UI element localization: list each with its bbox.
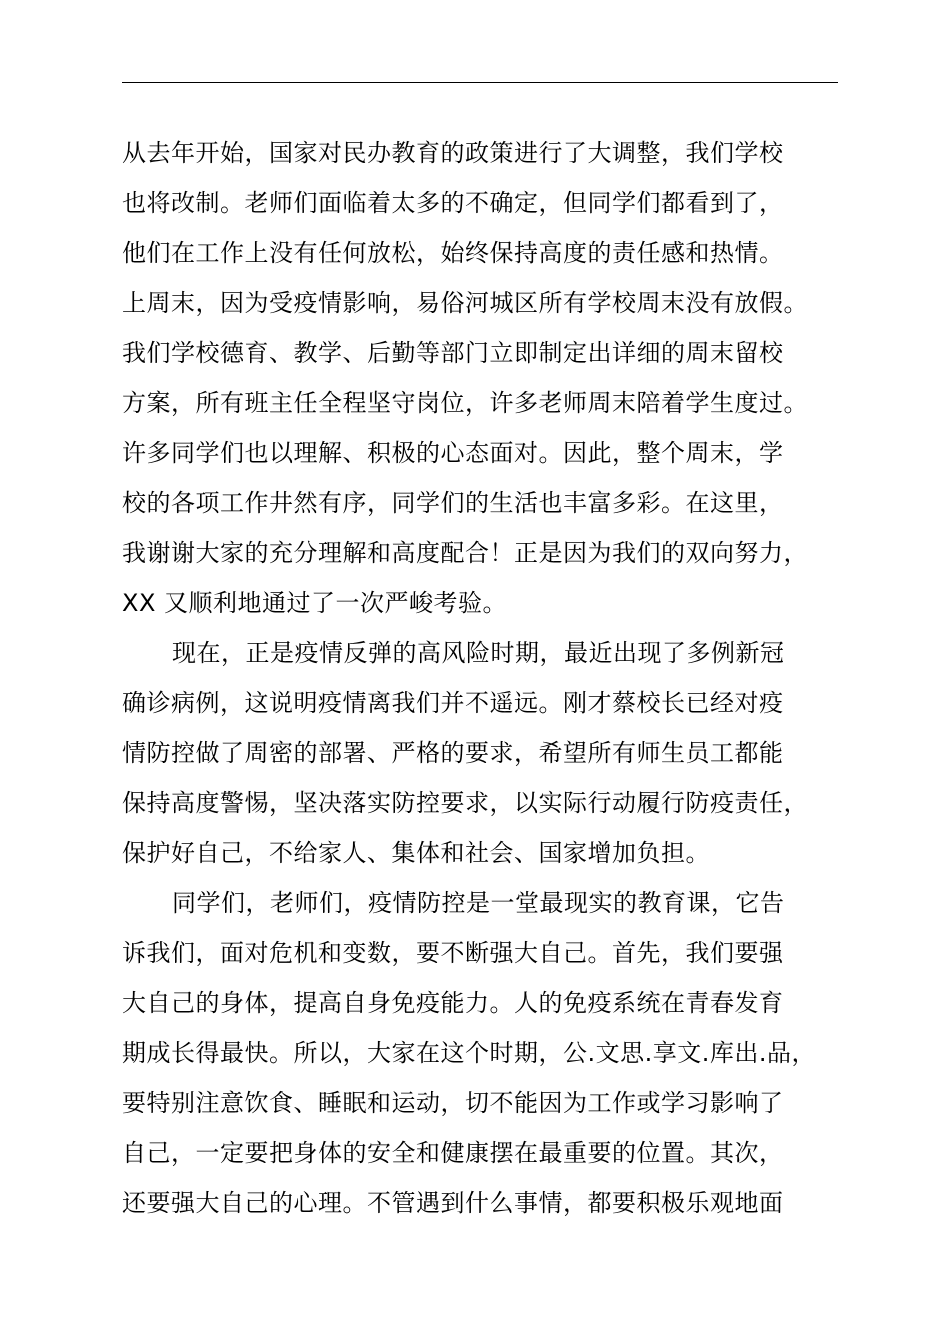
- text-line: 他们在工作上没有任何放松，始终保持高度的责任感和热情。: [122, 239, 784, 267]
- text-line: 我谢谢大家的充分理解和高度配合！正是因为我们的双向努力，: [122, 539, 808, 567]
- document-body: [122, 128, 882, 1228]
- text-line: 自己，一定要把身体的安全和健康摆在最重要的位置。其次，: [122, 1139, 784, 1167]
- text-line: 从去年开始，国家对民办教育的政策进行了大调整，我们学校: [122, 139, 784, 167]
- text-line: 现在，正是疫情反弹的高风险时期，最近出现了多例新冠: [172, 639, 785, 667]
- text-line: 许多同学们也以理解、积极的心态面对。因此，整个周末，学: [122, 439, 784, 467]
- text-line: 期成长得最快。所以，大家在这个时期，公.文思.享文.库出.品，: [122, 1039, 817, 1067]
- text-line: 方案，所有班主任全程坚守岗位，许多老师周末陪着学生度过。: [122, 389, 808, 417]
- text-line: 我们学校德育、教学、后勤等部门立即制定出详细的周末留校: [122, 339, 784, 367]
- text-line: 确诊病例，这说明疫情离我们并不遥远。刚才蔡校长已经对疫: [122, 689, 784, 717]
- text-line: 要特别注意饮食、睡眠和运动，切不能因为工作或学习影响了: [122, 1089, 784, 1117]
- text-line: 保持高度警惕，坚决落实防控要求，以实际行动履行防疫责任，: [122, 789, 808, 817]
- text-line: 保护好自己，不给家人、集体和社会、国家增加负担。: [122, 839, 710, 867]
- text-line: 也将改制。老师们面临着太多的不确定，但同学们都看到了，: [122, 189, 784, 217]
- text-line: 大自己的身体，提高自身免疫能力。人的免疫系统在青春发育: [122, 989, 784, 1017]
- text-line: 还要强大自己的心理。不管遇到什么事情，都要积极乐观地面: [122, 1189, 784, 1217]
- text-line: 诉我们，面对危机和变数，要不断强大自己。首先，我们要强: [122, 939, 784, 967]
- text-line: 校的各项工作井然有序，同学们的生活也丰富多彩。在这里，: [122, 489, 784, 517]
- text-line: XX 又顺利地通过了一次严峻考验。: [122, 589, 508, 617]
- text-line: 同学们，老师们，疫情防控是一堂最现实的教育课，它告: [172, 889, 785, 917]
- text-line: 上周末，因为受疫情影响，易俗河城区所有学校周末没有放假。: [122, 289, 808, 317]
- text-line: 情防控做了周密的部署、严格的要求，希望所有师生员工都能: [122, 739, 784, 767]
- header-rule: [122, 82, 838, 83]
